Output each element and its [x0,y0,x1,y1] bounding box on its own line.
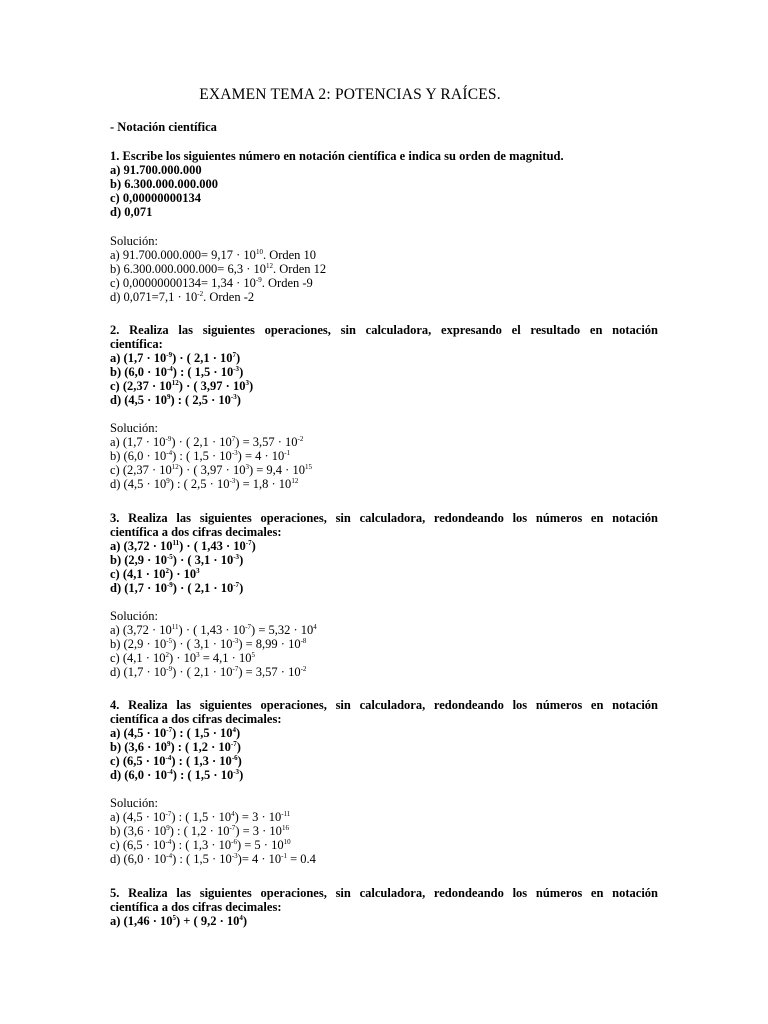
exponent: 9 [166,740,171,748]
exponent: 12 [171,463,179,471]
text-run: d) (4,5 · 10 [110,477,167,491]
text-run: ) = 9,4 · 10 [248,463,305,477]
solution-label: Solución: [110,234,158,248]
question-5 [110,886,658,928]
exponent: -4 [166,365,173,373]
text-run: ) = 5 · 10 [236,838,284,852]
text-run: a) (3,72 · 10 [110,623,172,637]
exponent: -2 [300,665,307,673]
question-1-solution [110,234,658,304]
exponent: -3 [233,553,240,561]
exponent: 4 [239,914,243,922]
text-run: ) · ( 2,1 · 10 [171,435,232,449]
exponent: 10 [255,248,263,256]
text-run: ) · ( 2,1 · 10 [172,351,233,365]
exponent: -4 [165,754,172,762]
solution-line [110,824,658,838]
solution-line [110,665,658,679]
exponent: -6 [231,838,237,846]
exponent: 5 [251,651,255,659]
question-1-statement: 1. Escribe los siguientes número en notación científica e indica su orden de magnitud. [110,149,564,163]
exponent: -2 [197,290,204,298]
text-run: c) (2,37 · 10 [110,463,172,477]
solution-line [110,463,658,477]
exponent: -4 [166,449,173,457]
exponent: -9 [255,276,262,284]
text-run: ) · ( 3,97 · 10 [178,379,246,393]
exponent: 9 [166,393,171,401]
text-run: a) (3,72 · 10 [110,539,173,553]
exponent: -7 [233,581,240,589]
text-run: ) [236,740,241,754]
exponent: 5 [172,914,176,922]
exponent: 16 [281,824,289,832]
text-run: ) = 3,57 · 10 [238,665,301,679]
text-run: d) (1,7 · 10 [110,581,167,595]
text-run: d) (1,7 · 10 [110,665,167,679]
text-run: ) [239,553,244,567]
text-run: a) (4,5 · 10 [110,810,166,824]
text-run: ) · ( 3,97 · 10 [178,463,246,477]
text-run: ) = 8,99 · 10 [238,637,301,651]
exponent: -7 [166,726,173,734]
solution-line [110,838,658,852]
exponent: 3 [245,379,249,387]
exponent: -9 [165,435,172,443]
text-run: d) (6,0 · 10 [110,768,167,782]
exponent: -7 [232,665,239,673]
text-run: ) + ( 9,2 · 10 [176,914,240,928]
list-item [110,768,658,782]
question-2-solution [110,421,658,491]
solution-line [110,477,658,491]
text-run: ) · ( 1,43 · 10 [178,623,246,637]
text-run: ) : ( 2,5 · 10 [170,393,231,407]
text-run: . Orden 12 [273,262,327,276]
text-run: d) (6,0 · 10 [110,852,167,866]
text-run: ) : ( 1,3 · 10 [171,754,232,768]
text-run: ) : ( 1,5 · 10 [172,852,232,866]
text-run: ) = 1,8 · 10 [235,477,292,491]
list-item [110,740,658,754]
question-2 [110,323,658,407]
text-run: . Orden 10 [262,248,317,262]
text-run: ) [242,914,248,928]
text-run: ) · 10 [169,651,197,665]
text-run: a) 91.700.000.000= 9,17 · 10 [110,248,256,262]
exponent: -7 [230,740,237,748]
section-heading: - Notación científica [110,120,217,134]
exponent: -3 [231,449,238,457]
text-run: b) (3,6 · 10 [110,824,167,838]
exponent: 12 [291,477,299,485]
text-run: a) (1,7 · 10 [110,435,166,449]
question-2-statement-line2: científica: [110,337,163,351]
list-item: b) 6.300.000.000.000 [110,177,218,191]
question-1-items [110,163,658,219]
exponent: -4 [166,852,173,860]
exponent: 4 [232,726,237,734]
text-run: ) : ( 1,5 · 10 [172,726,233,740]
exponent: -9 [166,581,173,589]
text-run: ) · ( 2,1 · 10 [172,581,234,595]
exponent: -9 [166,351,173,359]
list-item [110,754,658,768]
solution-label: Solución: [110,609,158,623]
text-run: a) (1,46 · 10 [110,914,173,928]
list-item [110,379,658,393]
list-item [110,914,658,928]
question-3-solution [110,609,658,679]
text-run: c) (2,37 · 10 [110,379,172,393]
text-run: ) [236,726,241,740]
page-title: EXAMEN TEMA 2: POTENCIAS Y RAÍCES. [199,86,501,103]
solution-line [110,623,658,637]
text-run: = 4,1 · 10 [199,651,252,665]
exponent: -7 [245,623,252,631]
list-item [110,726,658,740]
exponent: -6 [231,754,238,762]
list-item: a) 91.700.000.000 [110,163,202,177]
question-4-statement-line2: científica a dos cifras decimales: [110,712,282,726]
text-run: ) [236,393,241,407]
solution-line [110,637,658,651]
exponent: 15 [304,463,312,471]
text-run: b) (2,9 · 10 [110,553,167,567]
exponent: -8 [300,637,307,645]
exponent: -7 [229,824,236,832]
text-run: . Orden -9 [261,276,313,290]
text-run: b) 6.300.000.000.000= 6,3 · 10 [110,262,266,276]
text-run: ) : ( 1,2 · 10 [170,740,231,754]
exponent: -5 [166,637,173,645]
text-run: c) (4,1 · 10 [110,567,166,581]
question-4-statement-line1: 4. Realiza las siguientes operaciones, sin calculadora, redondeando los números en notación [110,698,658,712]
solution-line [110,276,658,290]
text-run: a) (4,5 · 10 [110,726,167,740]
text-run: ) : ( 1,5 · 10 [172,449,232,463]
text-run: ) · ( 1,43 · 10 [179,539,246,553]
solution-label: Solución: [110,421,158,435]
exponent: 7 [232,351,237,359]
text-run: ) [239,581,244,595]
list-item [110,351,658,365]
list-item: c) 0,00000000134 [110,191,201,205]
list-item [110,581,658,595]
text-run: b) (2,9 · 10 [110,637,167,651]
text-run: ) = 3,57 · 10 [235,435,298,449]
solution-label: Solución: [110,796,158,810]
exponent: -3 [229,477,236,485]
text-run: ) · ( 2,1 · 10 [172,665,233,679]
list-item [110,365,658,379]
text-run: d) (4,5 · 10 [110,393,167,407]
exponent: 9 [166,824,170,832]
exponent: -1 [284,449,291,457]
exponent: 11 [171,623,179,631]
solution-line [110,449,658,463]
text-run: ) : ( 1,2 · 10 [169,824,230,838]
text-run: ) : ( 1,5 · 10 [171,810,232,824]
exponent: -3 [233,365,240,373]
text-run: c) (6,5 · 10 [110,838,166,852]
text-run: )= 4 · 10 [237,852,282,866]
exponent: -5 [166,553,173,561]
exponent: 11 [172,539,180,547]
text-run: d) 0,071=7,1 · 10 [110,290,198,304]
exponent: 7 [231,435,236,443]
exponent: 3 [245,463,249,471]
text-run: c) 0,00000000134= 1,34 · 10 [110,276,256,290]
list-item [110,553,658,567]
solution-line [110,852,658,866]
text-run: b) (6,0 · 10 [110,365,167,379]
exponent: -3 [232,637,239,645]
solution-line [110,290,658,304]
question-5-statement-line1: 5. Realiza las siguientes operaciones, sin calculadora, redondeando los números en notación [110,886,658,900]
solution-line [110,248,658,262]
question-3-statement-line2: científica a dos cifras decimales: [110,525,282,539]
text-run: = 0.4 [287,852,316,866]
question-4-solution [110,796,658,866]
text-run: a) (1,7 · 10 [110,351,167,365]
text-run: ) = 4 · 10 [237,449,285,463]
question-3-statement-line1: 3. Realiza las siguientes operaciones, sin calculadora, redondeando los números en notación [110,511,658,525]
exponent: -7 [245,539,252,547]
text-run: c) (6,5 · 10 [110,754,166,768]
text-run: b) (6,0 · 10 [110,449,167,463]
exponent: -2 [297,435,304,443]
list-item: d) 0,071 [110,205,153,219]
text-run: ) : ( 1,5 · 10 [172,365,234,379]
solution-line [110,262,658,276]
exponent: 4 [231,810,235,818]
text-run: ) : ( 1,5 · 10 [172,768,234,782]
text-run: ) [239,365,244,379]
exponent: -1 [281,852,287,860]
text-run: ) [251,539,256,553]
exponent: 3 [196,567,200,575]
text-run: ) [237,754,242,768]
list-item [110,567,658,581]
exponent: 4 [313,623,317,631]
question-1 [110,149,658,219]
question-5-statement-line2: científica a dos cifras decimales: [110,900,282,914]
exponent: -4 [165,838,172,846]
exponent: 12 [266,262,273,270]
list-item [110,393,658,407]
text-run: ) [239,768,244,782]
text-run: ) = 5,32 · 10 [251,623,314,637]
exponent: -4 [166,768,173,776]
text-run: ) · 10 [169,567,197,581]
exponent: 12 [171,379,179,387]
exponent: -9 [166,665,173,673]
text-run: ) : ( 2,5 · 10 [169,477,230,491]
exponent: -11 [281,810,291,818]
text-run: ) = 3 · 10 [234,810,282,824]
exponent: -7 [165,810,172,818]
text-run: ) · ( 3,1 · 10 [172,553,234,567]
exponent: 2 [165,567,170,575]
solution-line [110,810,658,824]
question-3 [110,511,658,595]
exponent: 10 [283,838,291,846]
exponent: 9 [166,477,170,485]
solution-line [110,651,658,665]
text-run: c) (4,1 · 10 [110,651,166,665]
question-2-statement-line1: 2. Realiza las siguientes operaciones, sin calculadora, expresando el resultado en notación [110,323,658,337]
text-run: b) (3,6 · 10 [110,740,167,754]
text-run: ) [248,379,254,393]
text-run: . Orden -2 [203,290,255,304]
exponent: 2 [165,651,170,659]
exponent: -3 [233,768,240,776]
exponent: -3 [230,393,237,401]
question-4 [110,698,658,782]
text-run: ) : ( 1,3 · 10 [171,838,232,852]
text-run: ) · ( 3,1 · 10 [172,637,233,651]
list-item [110,539,658,553]
exponent: 3 [196,651,200,659]
exponent: -3 [231,852,238,860]
text-run: ) = 3 · 10 [235,824,282,838]
solution-line [110,435,658,449]
text-run: ) [236,351,241,365]
